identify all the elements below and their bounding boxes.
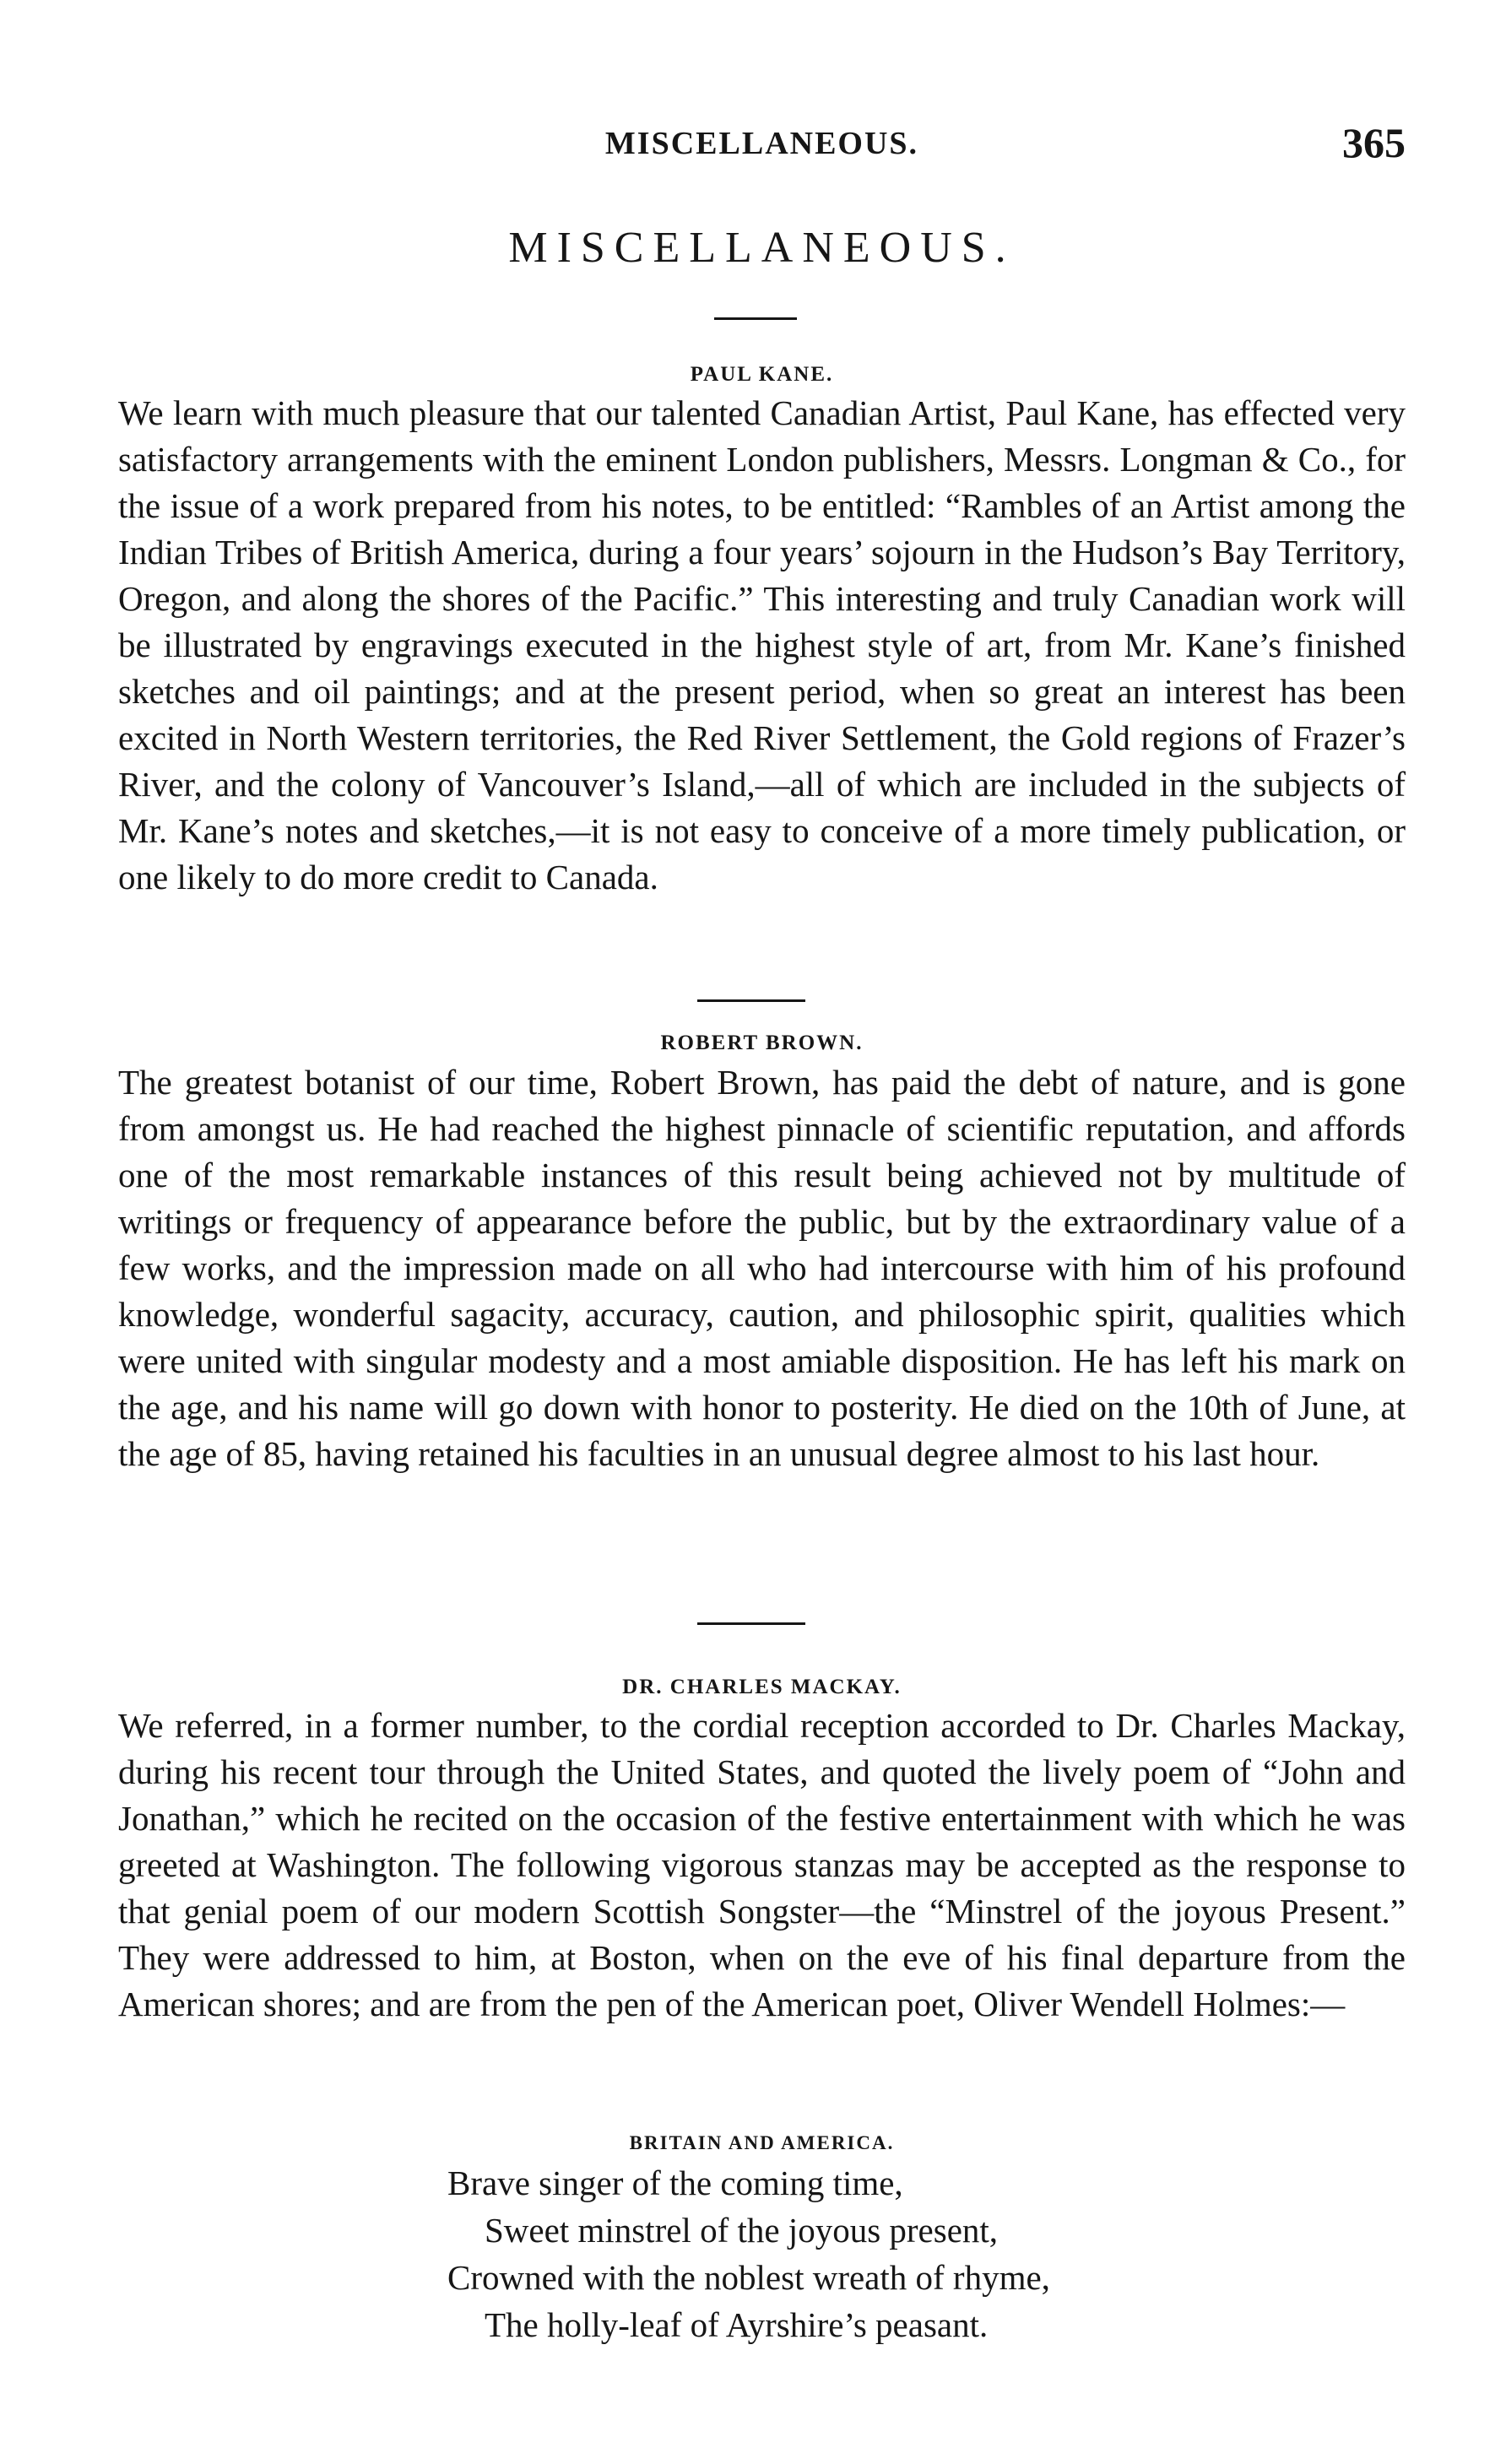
article-heading-paul-kane: PAUL KANE. <box>690 363 834 386</box>
article-body-paul-kane: We learn with much pleasure that our talented Canadian Artist, Paul Kane, has effected very satisfactory arrangements with the eminent London publishers, Messrs. Longman & Co., for the issue of a work prepared from his notes, to be entitled: “Rambles of an Artist among the Indian Tribes of British America, during a four years’ sojourn in the Hudson’s Bay Territory, Oregon, and along the shores of the Pacific.” This interesting and truly Canadian work will be illustrated by engravings executed in the highest style of art, from Mr. Kane’s finished sketches and oil paintings; and at the present period, when so great an interest has been excited in North Western territories, the Red River Settlement, the Gold regions of Frazer’s River, and the colony of Vancouver’s Island,—all of which are included in the subjects of Mr. Kane’s notes and sketches,—it is not easy to conceive of a more timely publication, or one likely to do more credit to Canada. <box>118 393 1406 896</box>
section-title: MISCELLANEOUS. <box>508 224 1016 272</box>
article-divider <box>697 1622 805 1625</box>
running-head <box>118 118 1406 169</box>
poem-line: The holly-leaf of Ayrshire’s peasant. <box>485 2305 989 2344</box>
poem-line: Brave singer of the coming time, <box>447 2163 903 2202</box>
page-number: 365 <box>1342 119 1406 166</box>
article-heading-robert-brown: ROBERT BROWN. <box>660 1032 864 1054</box>
poem-stanza <box>447 2159 1207 2348</box>
article-divider <box>697 999 805 1002</box>
poem-line: Sweet minstrel of the joyous present, <box>485 2211 999 2250</box>
running-head-title: MISCELLANEOUS. <box>604 126 919 161</box>
poem-title: BRITAIN AND AMERICA. <box>629 2132 895 2153</box>
section-divider <box>714 317 797 320</box>
article-body-charles-mackay: We referred, in a former number, to the cordial reception accorded to Dr. Charles Mackay, during his recent tour through the United States, and quoted the lively poem of “John and Jonathan,” which he recited on the occasion of the festive entertainment with which he was greeted at Washington. The following vigorous stanzas may be accepted as the response to that genial poem of our modern Scottish Songster—the “Minstrel of the joyous Present.” They were addressed to him, at Boston, when on the eve of his final departure from the American shores; and are from the pen of the American poet, Oliver Wendell Holmes:— <box>118 1706 1406 2023</box>
article-heading-charles-mackay: DR. CHARLES MACKAY. <box>622 1676 902 1698</box>
poem-line: Crowned with the noblest wreath of rhyme, <box>447 2258 1050 2297</box>
article-body-robert-brown: The greatest botanist of our time, Robert Brown, has paid the debt of nature, and is gone from amongst us. He had reached the highest pinnacle of scientific reputation, and affords one of the most remarkable instances of this result being achieved not by multitude of writings or frequency of appearance before the public, but by the extraordinary value of a few works, and the impression made on all who had intercourse with him of his profound knowledge, wonderful sagacity, accuracy, caution, and philosophic spirit, qualities which were united with singular modesty and a most amiable disposition. He has left his mark on the age, and his name will go down with honor to posterity. He died on the 10th of June, at the age of 85, having retained his faculties in an unusual degree almost to his last hour. <box>118 1063 1406 1473</box>
